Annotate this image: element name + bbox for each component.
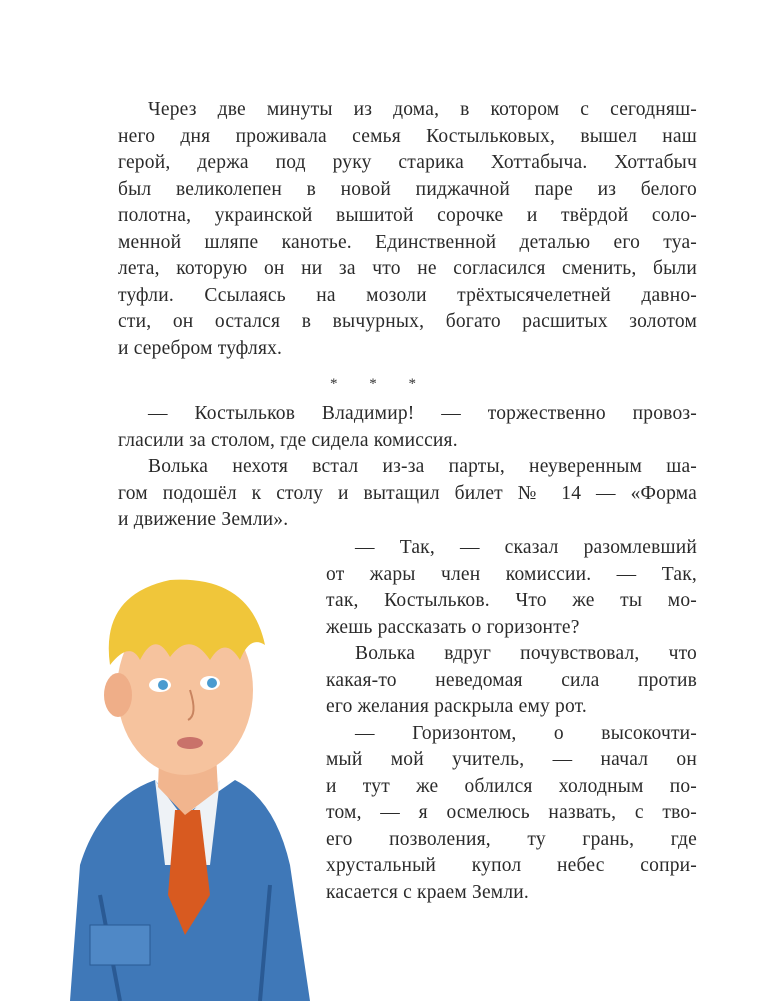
text-line: — Костыльков Владимир! — торжественно провоз- — [148, 403, 697, 424]
text-line: — Горизонтом, о высокочти- — [355, 722, 697, 744]
text-line: хрустальный купол небес сопри- — [326, 855, 697, 876]
text-line: — Так, — сказал разомлевший — [355, 537, 697, 558]
text-line: полотна, украинской вышитой сорочке и твёрдой соло- — [118, 205, 697, 226]
text-line: касается с краем Земли. — [326, 881, 529, 903]
text-line: него дня проживала семья Костыльковых, вышел наш — [118, 125, 697, 147]
text-line: менной шляпе канотье. Единственной деталью его туа- — [118, 231, 697, 253]
text-line: гласили за столом, где сидела комиссия. — [118, 429, 458, 451]
text-line: Через две минуты из дома, в котором с сегодняш- — [148, 99, 697, 120]
text-line: гом подошёл к столу и вытащил билет № 14 — «Форма — [118, 482, 697, 504]
text-line: туфли. Ссылаясь на мозоли трёхтысячелетней давно- — [118, 284, 697, 306]
text-line: и тут же облился холодным по- — [326, 775, 697, 797]
text-line: Волька вдруг почувствовал, что — [355, 643, 697, 664]
text-line: герой, держа под руку старика Хоттабыча. Хоттабыч — [118, 152, 697, 173]
text-line: был великолепен в новой пиджачной паре из белого — [118, 178, 697, 200]
text-line: и движение Земли». — [118, 509, 289, 530]
text-line: мый мой учитель, — начал он — [326, 749, 697, 770]
text-line: том, — я осмелюсь назвать, с тво- — [326, 802, 697, 823]
text-line: так, Костыльков. Что же ты мо- — [326, 590, 697, 611]
text-line: его позволения, ту грань, где — [326, 828, 697, 850]
text-line: сти, он остался в вычурных, богато расшитых золотом — [118, 311, 697, 332]
text-line: какая-то неведомая сила против — [326, 669, 697, 691]
text-line: и серебром туфлях. — [118, 337, 283, 359]
text-line: лета, которую он ни за что не согласился сменить, были — [118, 258, 697, 279]
boy-illustration — [60, 565, 320, 1001]
text-line: Волька нехотя встал из-за парты, неуверенным ша- — [148, 456, 697, 477]
text-line: от жары член комиссии. — Так, — [326, 563, 697, 585]
section-separator: * * * — [330, 376, 430, 392]
text-line: его желания раскрыла ему рот. — [326, 696, 588, 717]
text-line: жешь рассказать о горизонте? — [326, 616, 580, 638]
